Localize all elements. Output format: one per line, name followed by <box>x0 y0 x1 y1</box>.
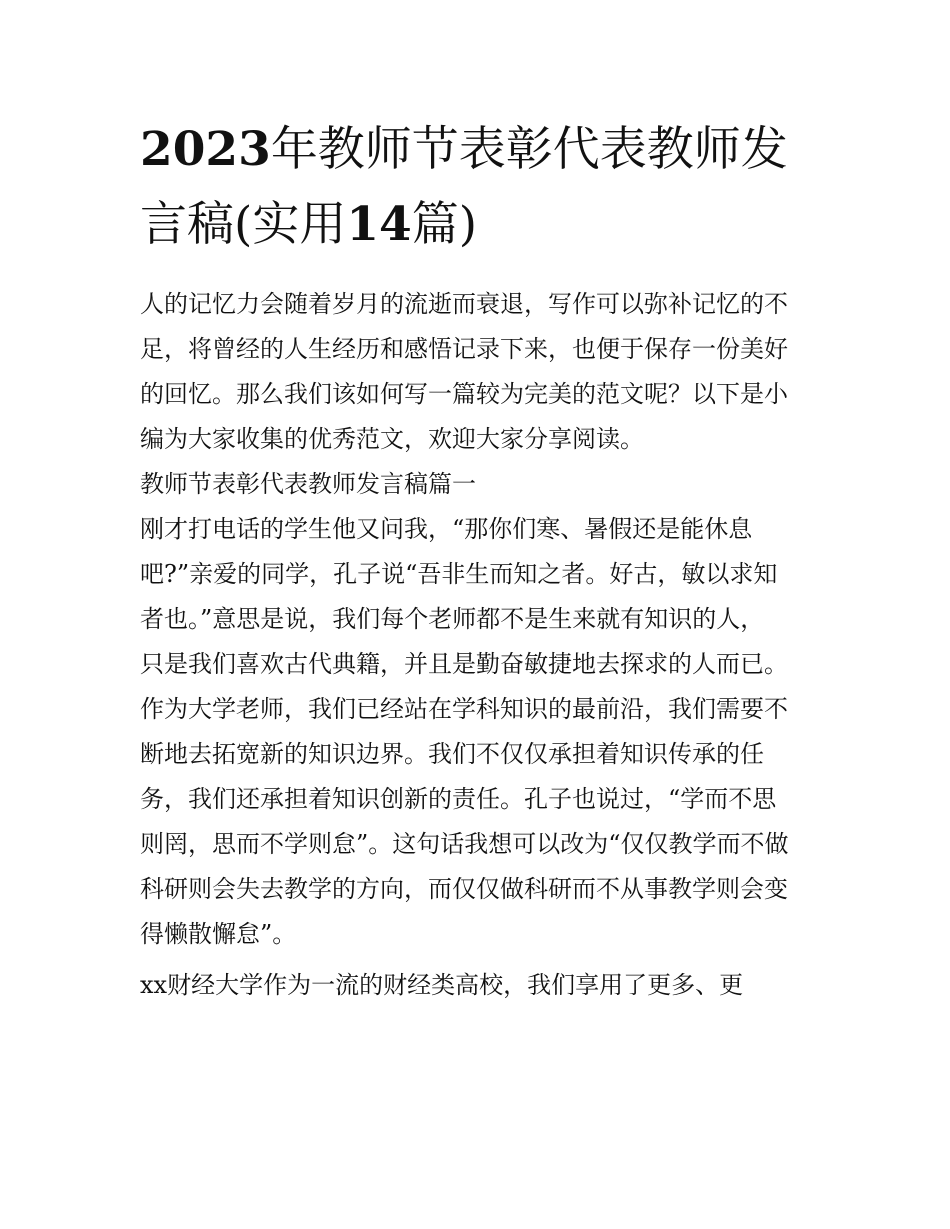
intro-line: 人的记忆力会随着岁月的流逝而衰退，写作可以弥补记忆的不 <box>140 290 788 318</box>
document-title <box>140 112 820 262</box>
paragraph-2 <box>140 963 820 1008</box>
title-line-1 <box>140 112 820 187</box>
intro-line: 的回忆。那么我们该如何写一篇较为完美的范文呢？以下是小 <box>140 380 788 408</box>
document-content <box>140 112 820 1008</box>
section-heading: 教师节表彰代表教师发言稿篇一 <box>140 470 476 498</box>
title-line-2 <box>140 187 820 262</box>
paragraph-line: 得懒散懈怠”。 <box>140 920 297 948</box>
title-text-2b: 篇) <box>411 197 478 252</box>
paragraph-line: xx财经大学作为一流的财经类高校，我们享用了更多、更 <box>140 971 744 999</box>
paragraph-line: 者也。”意思是说，我们每个老师都不是生来就有知识的人， <box>140 605 765 633</box>
paragraph-line: 务，我们还承担着知识创新的责任。孔子也说过，“学而不思 <box>140 785 777 813</box>
document-body <box>140 282 820 1008</box>
paragraph-line: 只是我们喜欢古代典籍，并且是勤奋敏捷地去探求的人而已。 <box>140 650 788 678</box>
title-text-1: 年教师节表彰代表教师发 <box>270 122 788 177</box>
paragraph-1 <box>140 507 820 957</box>
title-text-2a: 言稿(实用 <box>140 197 347 252</box>
intro-paragraph <box>140 282 820 462</box>
intro-line: 编为大家收集的优秀范文，欢迎大家分享阅读。 <box>140 425 644 453</box>
intro-line: 足，将曾经的人生经历和感悟记录下来，也便于保存一份美好 <box>140 335 788 363</box>
title-count: 14 <box>346 197 412 252</box>
paragraph-line: 吧?”亲爱的同学，孔子说“吾非生而知之者。好古，敏以求知 <box>140 560 778 588</box>
paragraph-line: 科研则会失去教学的方向，而仅仅做科研而不从事教学则会变 <box>140 875 788 903</box>
paragraph-line: 断地去拓宽新的知识边界。我们不仅仅承担着知识传承的任 <box>140 740 764 768</box>
title-year: 2023 <box>140 122 271 177</box>
paragraph-line: 刚才打电话的学生他又问我，“那你们寒、暑假还是能休息 <box>140 515 753 543</box>
paragraph-line: 作为大学老师，我们已经站在学科知识的最前沿，我们需要不 <box>140 695 788 723</box>
paragraph-line: 则罔，思而不学则怠”。这句话我想可以改为“仅仅教学而不做 <box>140 830 789 858</box>
